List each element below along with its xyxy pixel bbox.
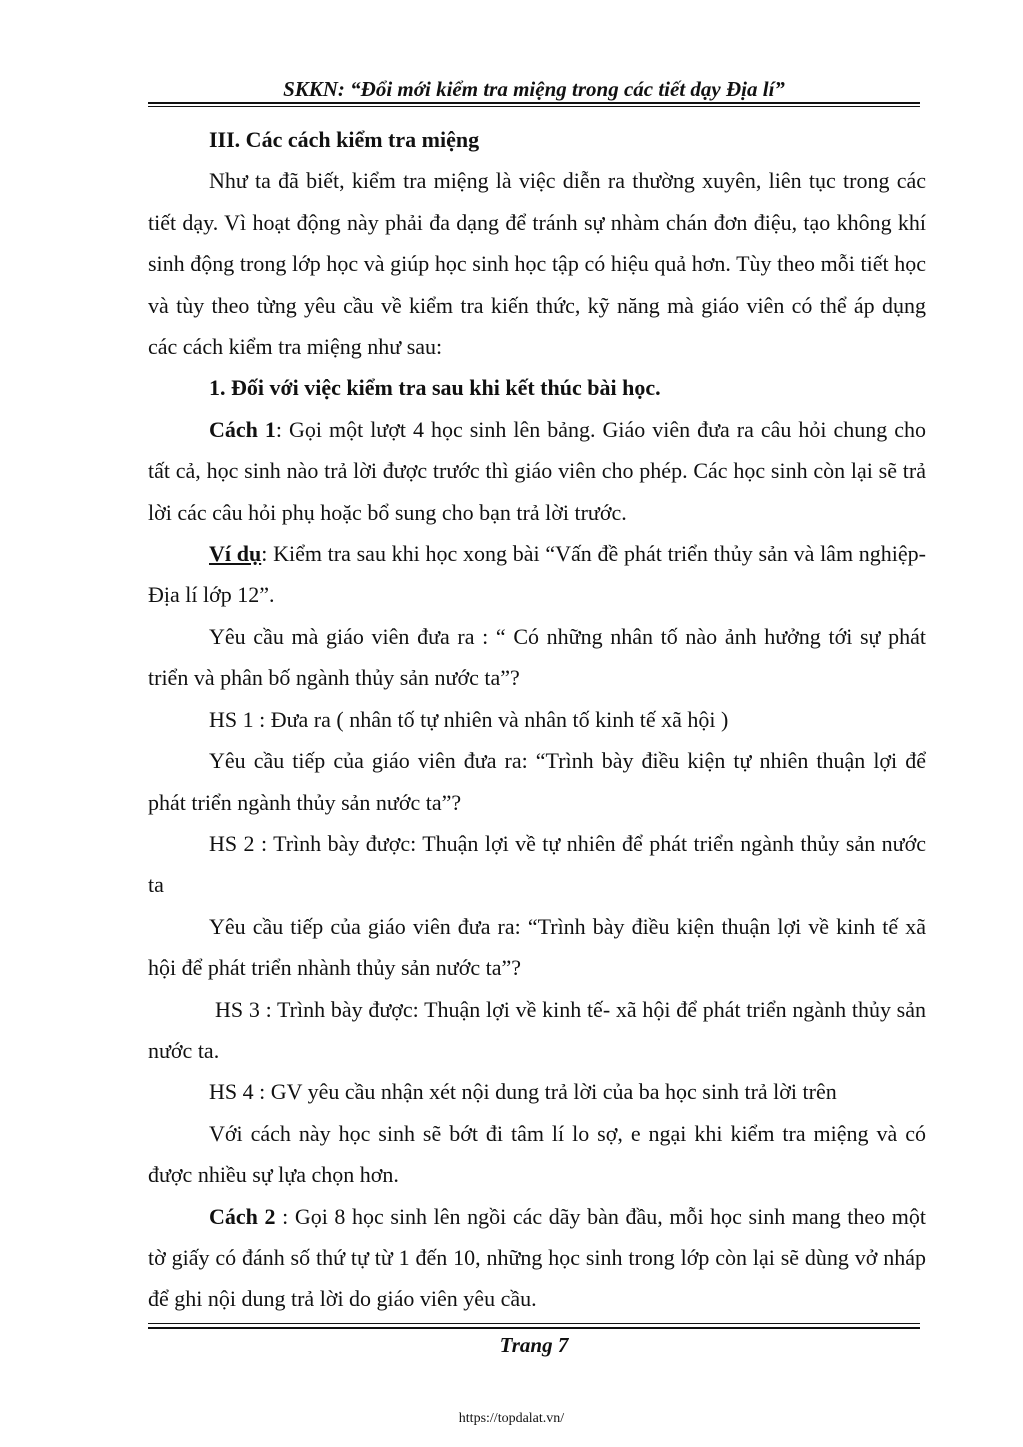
method-2-text: : Gọi 8 học sinh lên ngồi các dãy bàn đầu, mỗi học sinh mang theo một tờ giấy có đánh số thứ tự từ 1 đến 10, những học sinh trong lớp còn lại sẽ dùng vở nháp để ghi nội dung trả lời do giáo viên yêu cầu. [148, 1203, 926, 1312]
method-2-label: Cách 2 [209, 1203, 276, 1229]
student-answer-1: HS 1 : Đưa ra ( nhân tố tự nhiên và nhân tố kinh tế xã hội ) [209, 706, 729, 732]
student-answer-4: HS 4 : GV yêu cầu nhận xét nội dung trả lời của ba học sinh trả lời trên [209, 1079, 837, 1105]
intro-paragraph: Như ta đã biết, kiểm tra miệng là việc diễn ra thường xuyên, liên tục trong các tiết dạy. Vì hoạt động này phải đa dạng để tránh sự nhàm chán đơn điệu, tạo không khí sinh động trong lớp học và giúp học sinh học tập có hiệu quả hơn. Tùy theo mỗi tiết học và tùy theo từng yêu cầu về kiểm tra kiến thức, kỹ năng mà giáo viên có thể áp dụng các cách kiểm tra miệng như sau: [148, 168, 926, 360]
section-heading: III. Các cách kiểm tra miệng [209, 127, 480, 152]
student-answer-3: HS 3 : Trình bày được: Thuận lợi về kinh tế- xã hội để phát triển ngành thủy sản nước ta. [148, 996, 926, 1063]
teacher-request-1: Yêu cầu mà giáo viên đưa ra : “ Có những nhân tố nào ảnh hưởng tới sự phát triển và phân bố ngành thủy sản nước ta”? [148, 623, 926, 691]
footer-rule-thick [148, 1327, 920, 1329]
example-label: Ví dụ [209, 541, 262, 567]
subheading: 1. Đối với việc kiểm tra sau khi kết thúc bài học. [209, 375, 661, 401]
header-rule-thin [148, 106, 920, 107]
teacher-request-3: Yêu cầu tiếp của giáo viên đưa ra: “Trình bày điều kiện thuận lợi về kinh tế xã hội để phát triển nhành thủy sản nước ta”? [148, 913, 926, 981]
method-2-paragraph [148, 1196, 926, 1320]
example-text: : Kiểm tra sau khi học xong bài “Vấn đề phát triển thủy sản và lâm nghiệp-Địa lí lớp 12”. [148, 541, 926, 608]
document-body [148, 119, 926, 1320]
method-1-paragraph [148, 409, 926, 533]
teacher-request-2: Yêu cầu tiếp của giáo viên đưa ra: “Trình bày điều kiện tự nhiên thuận lợi để phát triển ngành thủy sản nước ta”? [148, 748, 926, 815]
source-url: https://topdalat.vn/ [458, 1411, 565, 1426]
header-rule-thick [148, 102, 920, 104]
page-number: Trang 7 [499, 1333, 569, 1357]
conclusion-paragraph: Với cách này học sinh sẽ bớt đi tâm lí lo sợ, e ngại khi kiểm tra miệng và có được nhiều sự lựa chọn hơn. [148, 1120, 926, 1188]
method-1-label: Cách 1 [209, 416, 276, 442]
example-paragraph [148, 533, 926, 616]
student-answer-2: HS 2 : Trình bày được: Thuận lợi về tự nhiên để phát triển ngành thủy sản nước ta [148, 830, 926, 898]
method-1-text: : Gọi một lượt 4 học sinh lên bảng. Giáo viên đưa ra câu hỏi chung cho tất cả, học sinh nào trả lời được trước thì giáo viên cho phép. Các học sinh còn lại sẽ trả lời các câu hỏi phụ hoặc bổ sung cho bạn trả lời trước. [148, 416, 927, 525]
header-title: SKKN: “Đổi mới kiểm tra miệng trong các tiết dạy Địa lí” [283, 77, 785, 101]
footer-rule-thin [148, 1323, 920, 1324]
